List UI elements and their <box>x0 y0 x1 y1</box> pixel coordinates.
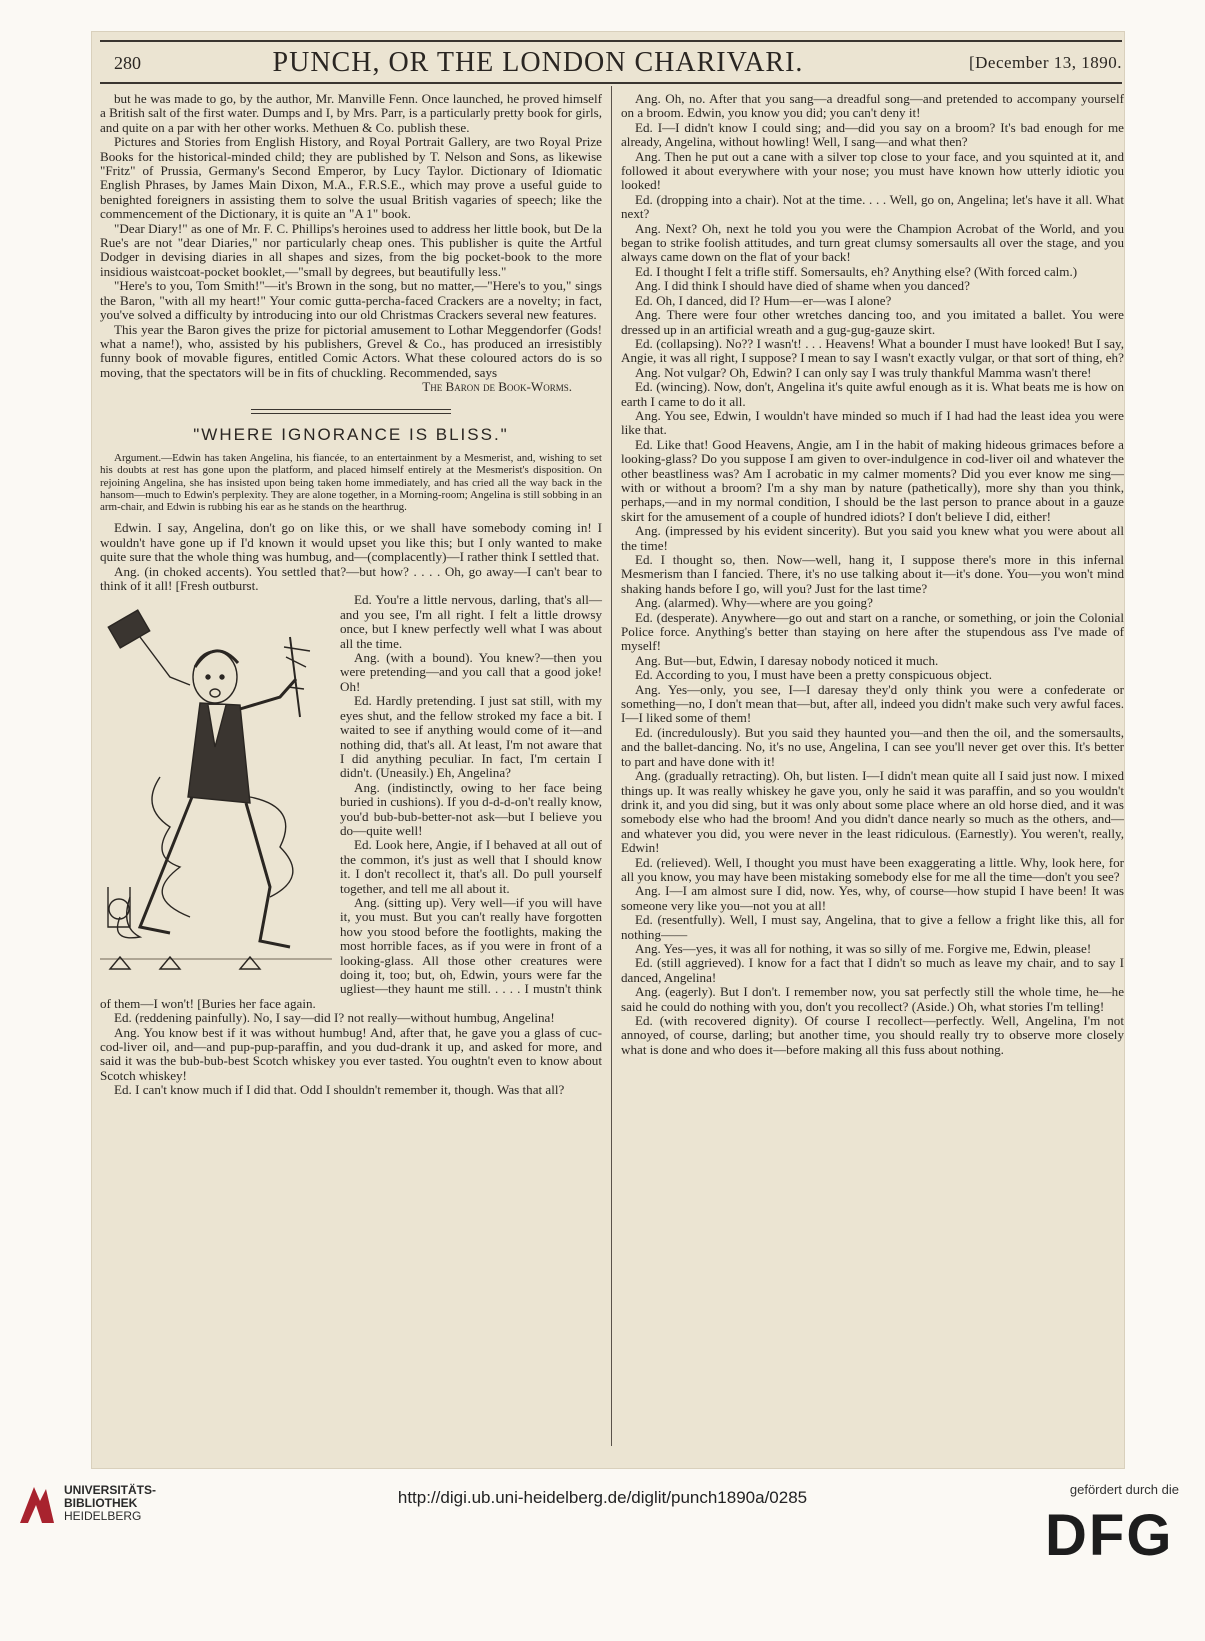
dialogue-line: Ed. Hardly pretending. I just sat still, with my eyes shut, and the fellow stroked my face a bit. I waited to see if anything would come of it—and nothing did, that's all. At least, I'm not aware that I did anything peculiar. In fact, I'm certain I didn't. (Uneasily.) Eh, Angelina? <box>340 693 602 781</box>
article-title: "WHERE IGNORANCE IS BLISS." <box>193 424 509 444</box>
dfg-logo-mark <box>1043 1505 1179 1561</box>
institution-line: HEIDELBERG <box>64 1509 142 1523</box>
dialogue-line: Ang. (eagerly). But I don't. I remember now, you sat perfectly still the whole time, he—he said he could do nothing with you, don't you recollect? (Aside.) Oh, what stories I'm telling! <box>621 984 1124 1014</box>
header-rule-bottom <box>100 82 1122 84</box>
publication-title: PUNCH, OR THE LONDON CHARIVARI. <box>272 47 804 78</box>
institution-line: BIBLIOTHEK <box>64 1496 138 1510</box>
review-paragraph: Pictures and Stories from English History, and Royal Portrait Gallery, are two Royal Prize Books for the historical-minded child; they are published by T. Nelson and Sons, as likewise "Fritz" of Prussia, Germany's Second Emperor, by Lucy Taylor. Dictionary of Idiomatic English Phrases, by James Main Dixon, M.A., F.R.S.E., which may prove a useful guide to benighted foreigners in assisting them to solve the usual British vagaries of speech; like the commencement of the Dictionary, it is quite an "A 1" book. <box>100 134 602 222</box>
page-number: 280 <box>114 52 141 73</box>
dialogue-line: Ed. (dropping into a chair). Not at the time. . . . Well, go on, Angelina; let's have it all. What next? <box>621 191 1124 222</box>
dialogue-line: Ed. I thought I felt a trifle stiff. Somersaults, eh? Anything else? (With forced calm.) <box>635 263 1078 279</box>
dialogue-line: Ang. (indistinctly, owing to her face being buried in cushions). If you d-d-d-on't really know, you'd bub-bub-better-not ask—but I believe you do—quite well! <box>340 779 602 838</box>
dialogue-line: Ang. I did think I should have died of shame when you danced? <box>635 278 970 294</box>
dialogue-line: Ed. I—I didn't know I could sing; and—did you say on a broom? It's bad enough for me already, Angelina, without howling! Well, I sang—and what then? <box>621 119 1124 150</box>
review-paragraph: "Here's to you, Tom Smith!"—it's Brown in the song, but no matter,—"Here's to you," sings the Baron, "with all my heart!" Your comic gutta-percha-faced Crackers are a novelty; in fact, you've solved a difficulty by introducing into our old Christmas Crackers several new features. <box>100 278 602 323</box>
dialogue-line: Ang. (impressed by his evident sincerity). But you said you knew what you were about all the time! <box>621 523 1124 553</box>
header-rule-top <box>100 40 1122 42</box>
dialogue-line: Ed. (resentfully). Well, I must say, Angelina, that to give a fellow a fright like this, all for nothing—— <box>621 912 1124 942</box>
dialogue-line: Ang. (with a bound). You knew?—then you were pretending—and you call that a good joke! Oh! <box>340 650 602 694</box>
dfg-letters: DFG <box>1045 1505 1174 1561</box>
dialogue-line: Ang. There were four other wretches dancing too, and you imitated a ballet. You were dressed up in an artificial wreath and a gug-gug-gauze skirt. <box>621 307 1124 337</box>
dialogue-line: Ed. (wincing). Now, don't, Angelina it's quite awful enough as it is. What beats me is how on earth I came to do it all. <box>621 379 1124 409</box>
dialogue-line: Ang. I—I am almost sure I did, now. Yes, why, of course—how stupid I have been! It was someone very like you—not you at all! <box>621 883 1124 913</box>
dialogue-line: Ed. (incredulously). But you said they haunted you—and then the oil, and the somersaults, and the ballet-dancing. No, it's no use, Angelina, I can see you'll never get over this. It's better to part and have done with it! <box>621 724 1124 769</box>
issue-date: [December 13, 1890. <box>968 53 1122 72</box>
dialogue-line: Ang. Next? Oh, next he told you you were the Champion Acrobat of the World, and you began to strike foolish attitudes, and turn great clumsy somersaults all over the stage, and you always came down on the flat of your back! <box>621 220 1124 265</box>
dialogue-line: Ed. Oh, I danced, did I? Hum—er—was I alone? <box>635 292 892 308</box>
dialogue-line: Ed. Like that! Good Heavens, Angie, am I in the habit of making hideous grimaces before a looking-glass? Do you suppose I am given to over-indulgence in cod-liver oil and whatever the other beastliness was? Am I acrobatic in my calmer moments? Did you ever know me sing—with or without a broom? I'm a shy man by nature (pathetically), more shy than you think, perhaps,—and in my normal condition, I should be the last person to prance about in a gauze skirt for the amusement of a couple of hundred idiots? I don't believe I did, either! <box>621 436 1124 524</box>
argument-block <box>100 452 602 513</box>
signature: The Baron de Book-Worms. <box>422 379 572 395</box>
dialogue-line: Ed. (desperate). Anywhere—go out and start on a ranche, or something, or join the Colonial Police force. Anything's better than staying on here after the stupendous ass I've made of myself! <box>621 609 1124 654</box>
dialogue-line: Ang. Oh, no. After that you sang—a dreadful song—and pretended to accompany yourself on a broom. Edwin, you know you did; you can't deny it! <box>621 91 1124 121</box>
page-header <box>100 46 1122 80</box>
dialogue-line: Ang. Yes—only, you see, I—I daresay they'd only think you were a confederate or something—no, I don't mean that—but, after all, indeed you didn't make such very awful faces. I—I liked some of them! <box>621 681 1124 726</box>
review-paragraph: but he was made to go, by the author, Mr. Manville Fenn. Once launched, he proved himself a British salt of the first water. Dumps and I, by Mrs. Parr, is a particularly pretty book for girls, and quite on a par with her other works. Methuen & Co. publish these. <box>100 91 602 135</box>
left-column <box>100 92 602 1098</box>
dialogue-line: Ang. But—but, Edwin, I daresay nobody noticed it much. <box>635 652 939 668</box>
dialogue-line: Ed. You're a little nervous, darling, that's all—and you see, I'm all right. I felt a little drowsy once, but I knew perfectly well what I was about all the time. <box>340 592 602 651</box>
review-paragraph: This year the Baron gives the prize for pictorial amusement to Lothar Meggendorfer (Gods! what a name!), who, assisted by his publishers, Grevel & Co., has produced an irresistibly funny book of movable figures, entitled Comic Actors. What these coloured actors do is so moving, that the spectators will be in fits of chuckling. Recommended, says <box>100 321 602 380</box>
dfg-logo <box>1043 1505 1179 1566</box>
dialogue-line: Ang. Not vulgar? Oh, Edwin? I can only say I was truly thankful Mamma wasn't there! <box>635 364 1092 380</box>
dialogue-line: Ang. (alarmed). Why—where are you going? <box>635 595 873 611</box>
dialogue-line: Ang. (sitting up). Very well—if you will have it, you must. But you can't really have forgotten how you stood before the footlights, making the most horrible faces, as if you were in front of a looking-glass. All those other creatures were doing it, too; but, oh, Edwin, yours were far the ugliest—they haunt me still. . . . . I mustn't think of them—I won't! [Buries her face again. <box>100 894 602 1011</box>
dialogue-line: Ang. (gradually retracting). Oh, but listen. I—I didn't mean quite all I said just now. I mixed things up. It was really whiskey he gave you, only he said it was paraffin, and so you wouldn't drink it, and you did sing, but it was only about some place where an old horse died, and it was somebody else who had the broom! And you didn't dance nearly so much as the others, and—and whatever you did, you were never in the least ridiculous. (Earnestly). You weren't, really, Edwin! <box>621 768 1124 856</box>
source-url-link[interactable]: http://digi.ub.uni-heidelberg.de/diglit/punch1890a/0285 <box>397 1488 808 1507</box>
funding-note: gefördert durch die <box>1069 1482 1179 1497</box>
dialogue-line: Ed. (still aggrieved). I know for a fact that I didn't so much as leave my chair, and to say I danced, Angelina! <box>621 955 1124 985</box>
column-divider <box>611 86 612 1446</box>
dialogue-line: Ang. (in choked accents). You settled that?—but how? . . . . Oh, go away—I can't bear to think of it all! [Fresh outburst. <box>100 563 602 594</box>
dialogue-line: Ang. You see, Edwin, I wouldn't have minded so much if I had had the least idea you were like that. <box>621 407 1124 438</box>
dialogue-line: Ang. Then he put out a cane with a silver top close to your face, and you squinted at it, and followed it about everywhere with your nose; you must have known how utterly idiotic you looked! <box>621 148 1124 193</box>
argument-text: Argument.—Edwin has taken Angelina, his fiancée, to an entertainment by a Mesmerist, and, wishing to set his doubts at rest has gone upon the platform, and placed himself entirely at the Mesmerist's disposition. On rejoining Angelina, she has insisted upon being taken home immediately, and has cried all the way back in the hansom—much to Edwin's perplexity. They are alone together, in a Morning-room; Angelina is still sobbing in an arm-chair, and Edwin is rubbing his ear as he stands on the hearthrug. <box>100 451 602 514</box>
dialogue-line: Ed. (reddening painfully). No, I say—did I? not really—without humbug, Angelina! <box>114 1010 555 1026</box>
dialogue-line: Edwin. I say, Angelina, don't go on like this, or we shall have somebody coming in! I wouldn't have gone up if I'd known it would upset you like this; but I only wanted to make quite sure that the whole thing was humbug, and—(complacently)—I rather think I settled that. <box>100 520 602 565</box>
dialogue-line: Ed. (relieved). Well, I thought you must have been exaggerating a little. Why, look here, for all you know, you may have been mistaking somebody else for me all the time—don't you see? <box>621 854 1124 884</box>
dialogue-line: Ang. Yes—yes, it was all for nothing, it was so silly of me. Forgive me, Edwin, please! <box>635 940 1092 956</box>
dialogue-line: Ed. According to you, I must have been a pretty conspicuous object. <box>635 667 993 683</box>
edwin-figure-drawing <box>100 597 332 987</box>
dialogue-line: Ed. Look here, Angie, if I behaved at all out of the common, it's just as well that I should know it. I don't recollect it, that's all. Do pull yourself together, and tell me all about it. <box>340 837 602 896</box>
dialogue-line: Ed. I thought so, then. Now—well, hang it, I suppose there's more in this infernal Mesmerism than I fancied. There, it's no use talking about it—it's done. You—you won't mind shaking hands before I go, will you? Just for the last time? <box>621 552 1124 596</box>
review-paragraph: "Dear Diary!" as one of Mr. F. C. Phillips's heroines used to address her little book, but De la Rue's are not "dear Diaries," nor particularly cheap ones. This publisher is quite the Artful Dodger in devising diaries in all shapes and sizes, from the big pocket-book to the more insidious waistcoat-pocket booklet,—"small by degrees, but beautifully less." <box>100 220 602 279</box>
illustration-edwin <box>100 597 332 987</box>
section-separator <box>251 409 451 414</box>
right-column <box>621 92 1124 1057</box>
dialogue-line: Ed. I can't know much if I did that. Odd I shouldn't remember it, though. Was that all? <box>114 1082 565 1098</box>
institution-line: UNIVERSITÄTS- <box>64 1483 157 1497</box>
dialogue-line: Ed. (with recovered dignity). Of course I recollect—perfectly. Well, Angelina, I'm not annoyed, of course, darling; but another time, you should really try to observe more closely what is done and who does it—before making all this fuss about nothing. <box>621 1013 1124 1057</box>
dialogue-line: Ang. You know best if it was without humbug! And, after that, he gave you a glass of cuc-cod-liver oil, and—and pup-pup-paraffin, and you dud-drank it up, and asked for more, and said it was the bub-bub-best Scotch whiskey you ever tasted. You oughtn't even to know about Scotch whiskey! <box>100 1024 602 1083</box>
dialogue-line: Ed. (collapsing). No?? I wasn't! . . . Heavens! What a bounder I must have looked! But I say, Angie, it was all right, I suppose? I mean to say I wasn't exactly vulgar, or that sort of thing, eh? <box>621 335 1124 366</box>
